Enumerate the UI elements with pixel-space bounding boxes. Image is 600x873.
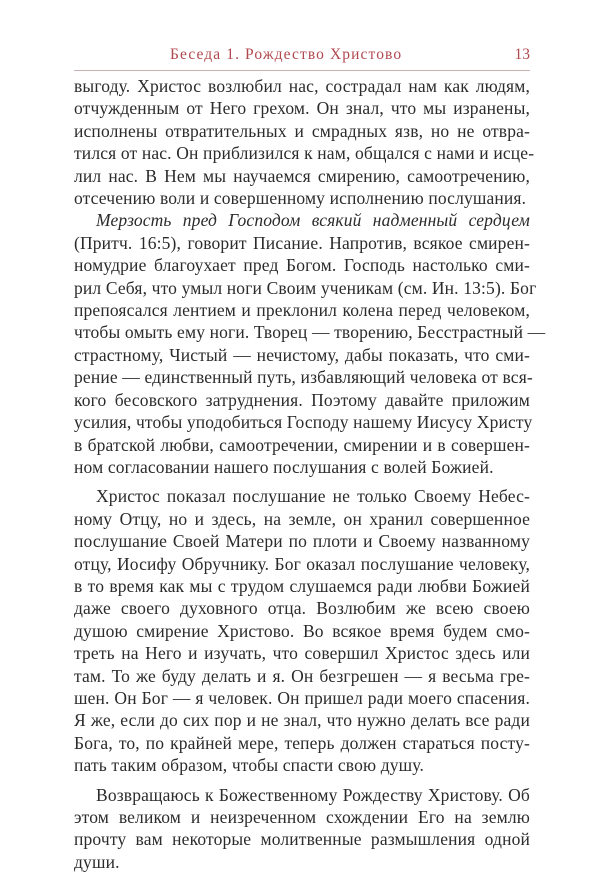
text-line: пать таким образом, чтобы спасти свою душу.: [74, 755, 424, 776]
text-line: душою смирение Христово. Во всякое время будем смо-: [74, 620, 530, 641]
text-line: чтобы омыть ему ноги. Творец — творению, Бесстрастный —: [74, 322, 546, 343]
text-line: отчужденным от Него грехом. Он знал, что мы изранены,: [74, 98, 530, 119]
text-line: отсечению воли и совершенному исполнению послушания.: [74, 188, 527, 209]
text-line: выгоду. Христос возлюбил нас, сострадал нам как людям,: [74, 76, 530, 96]
text-line: рение — единственный путь, избавляющий человека от вся-: [74, 367, 533, 388]
text-line: прочту вам некоторые молитвенные размышления одной: [74, 829, 530, 850]
text-line: там. То же буду делать и я. Он безгрешен — я весьма гре-: [74, 665, 530, 686]
paragraph: [74, 485, 530, 776]
header-rule: [74, 70, 530, 71]
running-title: Беседа 1. Рождество Христово: [170, 46, 403, 63]
text-line: тился от нас. Он приблизился к нам, общался с нами и исце-: [74, 143, 535, 164]
running-header: [74, 28, 530, 68]
text-line: треть на Него и изучать, что совершил Христос здесь или: [74, 643, 530, 664]
text-line: отцу, Иосифу Обручнику. Бог оказал послушание человеку,: [74, 553, 530, 574]
text-line: рил Себя, что умыл ноги Своим ученикам (см. Ин. 13:5). Бог: [74, 277, 537, 298]
paragraph: [74, 209, 546, 478]
text-line: даже своего духовного отца. Возлюбим же всею своею: [74, 598, 530, 619]
text-line: в то время как мы с трудом слушаемся ради любви Божией: [74, 575, 530, 596]
text-line: кого бесовского затруднения. Поэтому давайте приложим: [74, 389, 530, 410]
text-line: (Притч. 16:5), говорит Писание. Напротив, всякое смирен-: [74, 232, 530, 253]
text-line: страстному, Чистый — нечистому, дабы показать, что сми-: [74, 344, 530, 365]
page-number: 13: [514, 46, 530, 63]
text-line: ном согласовании нашего послушания с волей Божией.: [74, 456, 494, 477]
text-line: этом великом и неизреченном схождении Его на землю: [74, 807, 530, 827]
text-line: ному Отцу, но и здесь, на земле, он хранил совершенное: [74, 508, 530, 529]
text-line: души.: [74, 851, 120, 872]
italic-quote: Мерзость пред Господом всякий надменный сердцем: [96, 210, 530, 231]
body-text: [74, 75, 546, 873]
text-line: послушание Своей Матери по плоти и Своему названному: [74, 531, 530, 552]
text-line: Бога, то, по крайней мере, теперь должен стараться посту-: [74, 732, 530, 753]
paragraph: [74, 784, 530, 873]
text-line: усилия, чтобы уподобиться Господу нашему Иисусу Христу: [74, 412, 533, 433]
paragraph: [74, 75, 535, 209]
text-line: в братской любви, самоотречении, смирении и в совершен-: [74, 434, 530, 455]
text-line: шен. Он Бог — я человек. Он пришел ради моего спасения.: [74, 687, 530, 708]
text-line: исполнены отвратительных и смрадных язв, но не отвра-: [74, 120, 530, 141]
text-line: Возвращаюсь к Божественному Рождеству Христову. Об: [96, 784, 530, 805]
text-line: препоясался лентием и преклонил колена перед человеком,: [74, 300, 530, 321]
text-line: номудрие благоухает пред Богом. Господь настолько сми-: [74, 255, 530, 276]
text-line: Я же, если до сих пор и не знал, что нужно делать все ради: [74, 710, 530, 731]
text-line: Христос показал послушание не только Своему Небес-: [96, 486, 530, 507]
text-line: лил нас. В Нем мы научаемся смирению, самоотречению,: [74, 165, 530, 186]
